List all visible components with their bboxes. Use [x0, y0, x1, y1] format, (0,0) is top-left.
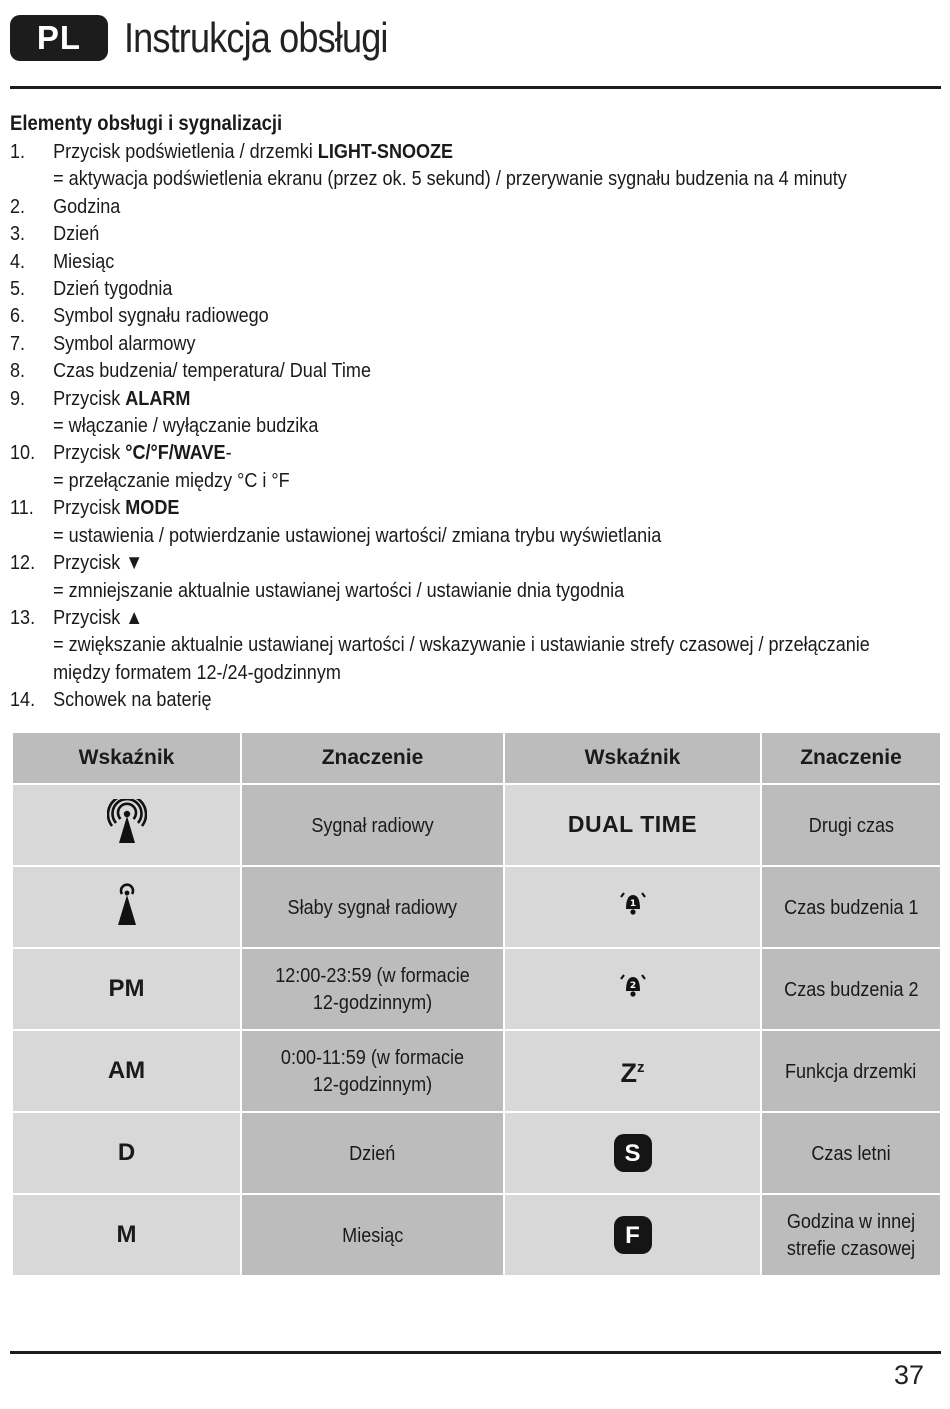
- indicator-table: [11, 731, 942, 1277]
- item-key: MODE: [125, 496, 180, 520]
- item-description: = aktywacja podświetlenia ekranu (przez ok. 5 sekund) / przerywanie sygnału budzenia na 4 minuty: [53, 167, 847, 191]
- item-label: Dzień tygodnia: [53, 277, 173, 301]
- indicator-cell: [504, 948, 761, 1030]
- item-label: Przycisk: [53, 441, 126, 465]
- meaning-cell: Dzień: [241, 1112, 504, 1194]
- item-description: = ustawienia / potwierdzanie ustawionej wartości/ zmiana trybu wyświetlania: [53, 523, 662, 547]
- item-number: 8.: [10, 359, 26, 383]
- item-label: Godzina: [53, 194, 121, 218]
- list-item: [10, 275, 930, 302]
- page-title: Instrukcja obsługi: [124, 14, 388, 61]
- indicator-cell: [12, 1112, 241, 1194]
- meaning-cell: Czas budzenia 2: [761, 948, 941, 1030]
- item-number: 1.: [10, 140, 26, 163]
- dual-time-label: DUAL TIME: [567, 811, 698, 837]
- meaning-cell: Czas letni: [761, 1112, 941, 1194]
- list-item: [10, 302, 930, 329]
- list-item: [10, 439, 930, 494]
- table-header-row: [12, 732, 941, 784]
- item-key: ▼: [125, 551, 144, 575]
- meaning-cell: Funkcja drzemki: [761, 1030, 941, 1112]
- list-item: [10, 138, 930, 193]
- indicator-cell: [504, 1194, 761, 1276]
- item-number: 14.: [10, 688, 36, 712]
- item-description: między formatem 12-/24-godzinnym: [53, 660, 341, 684]
- language-badge: PL: [10, 15, 108, 61]
- radio-signal-icon: [107, 799, 147, 845]
- indicator-cell: [504, 866, 761, 948]
- indicator-cell: [504, 1030, 761, 1112]
- indicator-cell: [12, 784, 241, 866]
- table-row: [12, 866, 941, 948]
- item-number: 11.: [10, 496, 34, 520]
- item-description: = zwiększanie aktualnie ustawianej wartości / wskazywanie i ustawianie strefy czasowej / przełączanie: [53, 633, 870, 657]
- list-item: [10, 686, 930, 713]
- weak-radio-signal-icon: [112, 881, 142, 927]
- item-number: 3.: [10, 222, 26, 246]
- indicator-cell: [12, 1194, 241, 1276]
- meaning-cell: Miesiąc: [241, 1194, 504, 1276]
- list-item: [10, 220, 930, 247]
- meaning-cell: 0:00-11:59 (w formacie 12-godzinnym): [241, 1030, 504, 1112]
- section-title: Elementy obsługi i sygnalizacji: [10, 112, 283, 135]
- item-description: = zmniejszanie aktualnie ustawianej wartości / ustawianie dnia tygodnia: [53, 578, 625, 602]
- item-label: Czas budzenia/ temperatura/ Dual Time: [53, 359, 371, 383]
- controls-list: [10, 138, 930, 714]
- day-label: D: [117, 1139, 136, 1166]
- item-number: 12.: [10, 551, 36, 575]
- indicator-cell: [504, 784, 761, 866]
- snooze-zz-icon: $Z^z$: [620, 1057, 645, 1088]
- list-item: [10, 604, 930, 686]
- item-label: Przycisk: [53, 551, 126, 575]
- header-rule: [10, 86, 941, 89]
- header-indicator-1: Wskaźnik: [12, 732, 241, 784]
- item-key: °C/°F/WAVE: [125, 441, 226, 465]
- foreign-time-badge-icon: F: [614, 1216, 652, 1254]
- item-key: ▲: [125, 605, 144, 629]
- indicator-cell: [12, 948, 241, 1030]
- item-description: = włączanie / wyłączanie budzika: [53, 414, 319, 438]
- item-key: ALARM: [125, 386, 191, 410]
- list-item: [10, 193, 930, 220]
- alarm-bell-1-icon: [618, 889, 648, 919]
- footer-rule: [10, 1351, 941, 1354]
- item-label: Przycisk: [53, 605, 126, 629]
- meaning-cell: Czas budzenia 1: [761, 866, 941, 948]
- item-label: Miesiąc: [53, 249, 115, 273]
- indicator-cell: [12, 866, 241, 948]
- list-item: [10, 248, 930, 275]
- item-number: 9.: [10, 386, 26, 410]
- indicator-cell: [504, 1112, 761, 1194]
- indicator-cell: [12, 1030, 241, 1112]
- list-item: [10, 357, 930, 384]
- svg-text:1: 1: [629, 898, 636, 909]
- meaning-cell: Godzina w innej strefie czasowej: [761, 1194, 941, 1276]
- item-label: Symbol sygnału radiowego: [53, 304, 269, 328]
- item-key: LIGHT-SNOOZE: [317, 140, 454, 163]
- item-label: Przycisk podświetlenia / drzemki: [53, 140, 318, 163]
- meaning-cell: Drugi czas: [761, 784, 941, 866]
- meaning-cell: 12:00-23:59 (w formacie 12-godzinnym): [241, 948, 504, 1030]
- table-row: [12, 1194, 941, 1276]
- meaning-cell: Słaby sygnał radiowy: [241, 866, 504, 948]
- month-label: M: [116, 1221, 137, 1248]
- item-number: 10.: [10, 441, 36, 465]
- alarm-bell-2-icon: [618, 971, 648, 1001]
- item-label: Dzień: [53, 222, 100, 246]
- page-number: 37: [893, 1360, 924, 1390]
- meaning-cell: Sygnał radiowy: [241, 784, 504, 866]
- item-number: 13.: [10, 605, 36, 629]
- item-number: 4.: [10, 249, 26, 273]
- table-row: [12, 1030, 941, 1112]
- svg-text:2: 2: [629, 980, 636, 991]
- item-label: Schowek na baterię: [53, 688, 212, 712]
- header-indicator-2: Wskaźnik: [504, 732, 761, 784]
- header-meaning-2: Znaczenie: [761, 732, 941, 784]
- table-row: [12, 1112, 941, 1194]
- pm-label: PM: [108, 975, 145, 1002]
- item-number: 2.: [10, 194, 26, 218]
- summer-time-badge-icon: S: [614, 1134, 652, 1172]
- item-suffix: -: [225, 441, 232, 465]
- item-label: Przycisk: [53, 496, 126, 520]
- item-description: = przełączanie między °C i °F: [53, 468, 290, 492]
- item-number: 6.: [10, 304, 26, 328]
- list-item: [10, 494, 930, 549]
- controls-section: [10, 110, 930, 714]
- list-item: [10, 330, 930, 357]
- item-label: Symbol alarmowy: [53, 331, 196, 355]
- item-number: 5.: [10, 277, 26, 301]
- item-label: Przycisk: [53, 386, 126, 410]
- am-label: AM: [107, 1057, 146, 1084]
- table-row: [12, 784, 941, 866]
- list-item: [10, 549, 930, 604]
- page-header: [10, 8, 431, 68]
- header-meaning-1: Znaczenie: [241, 732, 504, 784]
- item-number: 7.: [10, 331, 26, 355]
- list-item: [10, 385, 930, 440]
- table-row: [12, 948, 941, 1030]
